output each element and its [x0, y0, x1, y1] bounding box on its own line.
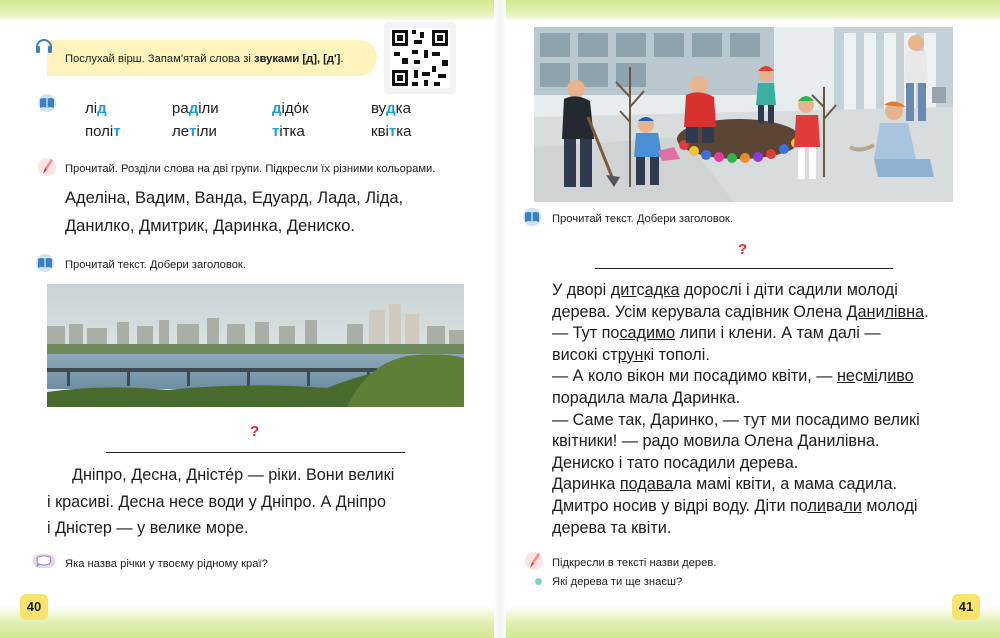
text-fragment: с	[854, 367, 864, 386]
speech-bubble-icon	[33, 553, 55, 576]
book-icon	[521, 208, 543, 231]
listen-task-text: Послухай вірш. Запам'ятай слова зі звуками [д], [д'].	[65, 53, 344, 65]
text-fragment: дерева. Усім керувала садівник Олена	[552, 302, 847, 321]
story-line	[552, 280, 952, 302]
text-fragment: ла мамі квіти, а мама садила.	[673, 475, 897, 494]
page-number-right: 41	[952, 594, 980, 620]
underlined-fragment: ли	[807, 496, 826, 515]
story-line	[552, 518, 952, 540]
text-fragment: .	[924, 302, 929, 321]
pencil-icon	[37, 156, 57, 183]
story-line	[552, 323, 952, 345]
rivers-text	[47, 462, 464, 542]
underlined-fragment: рун	[617, 345, 644, 364]
story-line	[552, 345, 952, 367]
text-fragment: — Тут по	[552, 324, 620, 343]
story-line	[552, 431, 952, 453]
text-fragment: квітники! — радо мовила Олена Данилівна.	[552, 432, 880, 451]
text-fragment: и	[875, 302, 885, 321]
word-item: лід	[85, 100, 107, 117]
book-icon	[34, 254, 56, 277]
read-task-text: Прочитай текст. Добери заголовок.	[65, 259, 246, 271]
names-line-2: Данилко, Дмитрик, Даринка, Дениско.	[65, 217, 356, 235]
qr-code-icon[interactable]	[384, 22, 456, 94]
names-line-1: Аделіна, Вадим, Ванда, Едуард, Лада, Ліда,	[65, 189, 404, 207]
read-task-text: Прочитай текст. Добери заголовок.	[552, 213, 733, 225]
text-fragment: л	[877, 367, 888, 386]
text-line: Дніпро, Десна, Дністе́р — ріки. Вони великі	[72, 466, 395, 484]
text-fragment: кі тополі.	[643, 345, 710, 364]
underlined-fragment: мі	[863, 367, 878, 386]
text-fragment: липи і клени. А там далі —	[675, 324, 881, 343]
underlined-fragment: ли	[843, 496, 862, 515]
underlined-fragment: не	[836, 367, 855, 386]
story-line	[552, 474, 952, 496]
story-line	[552, 496, 952, 518]
title-blank-line	[595, 268, 893, 269]
underlined-fragment: подава	[619, 475, 674, 494]
text-line: і Дністер — у велике море.	[47, 519, 249, 537]
pencil-icon	[524, 550, 544, 577]
text-fragment: У дворі	[552, 281, 611, 299]
word-item: летіли	[172, 123, 217, 140]
text-fragment: молоді	[861, 496, 918, 515]
title-question-mark: ?	[250, 423, 260, 440]
text-fragment: ва	[825, 496, 844, 515]
text-fragment: — А коло вікон ми посадимо квіти, —	[552, 367, 837, 386]
river-city-photo	[47, 284, 464, 407]
underlined-fragment: дит	[610, 281, 637, 299]
word-item: тітка	[272, 123, 305, 140]
underlined-fragment: садимо	[619, 324, 676, 343]
underlined-fragment: иво	[887, 367, 914, 386]
underlined-fragment: Дан	[846, 302, 876, 321]
story-line	[552, 453, 952, 475]
text-fragment: — Саме так, Даринко, — тут ми посадимо великі	[552, 410, 920, 429]
underlined-fragment: адка	[644, 281, 680, 299]
title-blank-line	[106, 452, 405, 453]
word-item: дідо́к	[272, 100, 309, 117]
word-item: квітка	[371, 123, 412, 140]
text-fragment: високі ст	[552, 345, 618, 364]
text-fragment: дорослі і діти садили молоді	[679, 281, 898, 299]
names-task-text: Прочитай. Розділи слова на дві групи. Підкресли їх різними кольорами.	[65, 163, 436, 175]
text-fragment: Даринка	[552, 475, 620, 494]
word-item: вудка	[371, 100, 411, 117]
garden-planting-illustration	[534, 27, 953, 202]
story-line	[552, 388, 952, 410]
text-fragment: с	[636, 281, 645, 299]
story-line	[552, 366, 952, 388]
story-text	[552, 280, 952, 539]
underline-task-text: Підкресли в тексті назви дерев.	[552, 557, 717, 569]
river-question: Яка назва річки у твоєму рідному краї?	[65, 558, 268, 570]
text-fragment: Дениско і тато посадили дерева.	[552, 453, 799, 472]
story-line	[552, 302, 952, 324]
page-number-left: 40	[20, 594, 48, 620]
bullet-dot	[535, 578, 542, 585]
text-fragment: Дмитро носив у відрі воду. Діти по	[552, 496, 808, 515]
word-item: раділи	[172, 100, 219, 117]
title-question-mark: ?	[738, 241, 748, 258]
book-icon	[36, 94, 58, 117]
book-fold	[494, 0, 506, 638]
trees-question: Які дерева ти ще знаєш?	[552, 576, 683, 588]
text-fragment: порадила мала Даринка.	[552, 388, 741, 407]
underlined-fragment: лівна	[884, 302, 925, 321]
text-line: і красиві. Десна несе води у Дніпро. А Дніпро	[47, 492, 387, 511]
story-line	[552, 410, 952, 432]
headphones-icon[interactable]	[34, 36, 54, 61]
word-item: політ	[85, 123, 121, 140]
text-fragment: дерева та квіти.	[552, 518, 672, 537]
